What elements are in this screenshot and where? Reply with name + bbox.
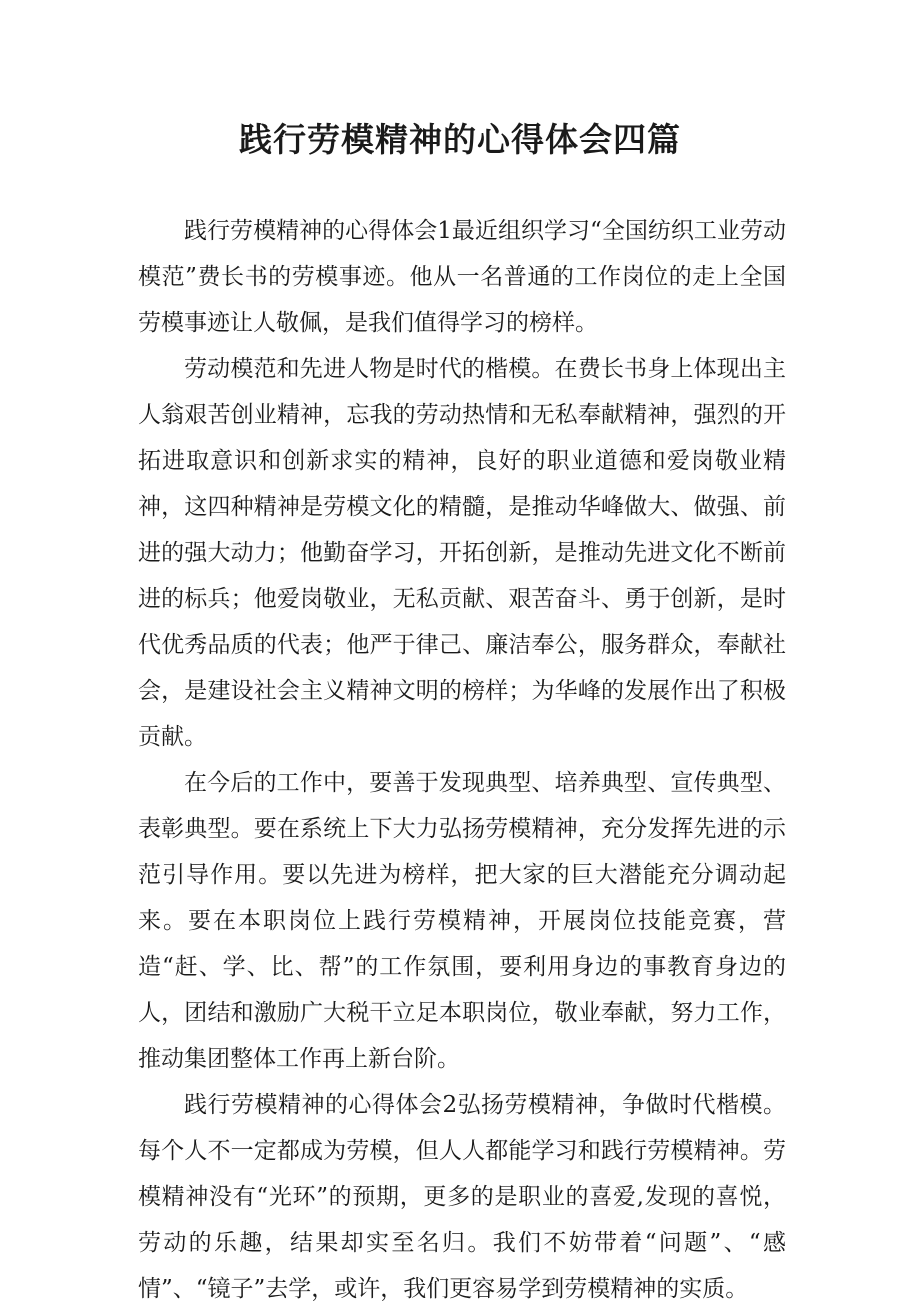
paragraph-2: 劳动模范和先进人物是时代的楷模。在费长书身上体现出主人翁艰苦创业精神，忘我的劳动热情和无私奉献精神，强烈的开拓进取意识和创新求实的精神，良好的职业道德和爱岗敬业精神，这四种精神是劳模文化的精髓，是推动华峰做大、做强、前进的强大动力；他勤奋学习，开拓创新，是推动先进文化不断前进的标兵；他爱岗敬业，无私贡献、艰苦奋斗、勇于创新，是时代优秀品质的代表；他严于律己、廉洁奉公，服务群众，奉献社会，是建设社会主义精神文明的榜样；为华峰的发展作出了积极贡献。: [138, 356, 786, 750]
document-title: 践行劳模精神的心得体会四篇: [239, 120, 681, 159]
document-body: [138, 208, 786, 1312]
paragraph-1: 践行劳模精神的心得体会1最近组织学习“全国纺织工业劳动模范”费长书的劳模事迹。他从一名普通的工作岗位的走上全国劳模事迹让人敬佩，是我们值得学习的榜样。: [138, 218, 786, 336]
paragraph-3: 在今后的工作中，要善于发现典型、培养典型、宣传典型、表彰典型。要在系统上下大力弘扬劳模精神，充分发挥先进的示范引导作用。要以先进为榜样，把大家的巨大潜能充分调动起来。要在本职岗位上践行劳模精神，开展岗位技能竞赛，营造“赶、学、比、帮”的工作氛围，要利用身边的事教育身边的人，团结和激励广大税干立足本职岗位，敬业奉献，努力工作，推动集团整体工作再上新台阶。: [138, 770, 786, 1072]
paragraph-4: 践行劳模精神的心得体会2弘扬劳模精神，争做时代楷模。每个人不一定都成为劳模，但人人都能学习和践行劳模精神。劳模精神没有“光环”的预期，更多的是职业的喜爱,发现的喜悦，劳动的乐趣，结果却实至名归。我们不妨带着“问题”、“感情”、“镜子”去学，或许，我们更容易学到劳模精神的实质。: [138, 1092, 786, 1302]
